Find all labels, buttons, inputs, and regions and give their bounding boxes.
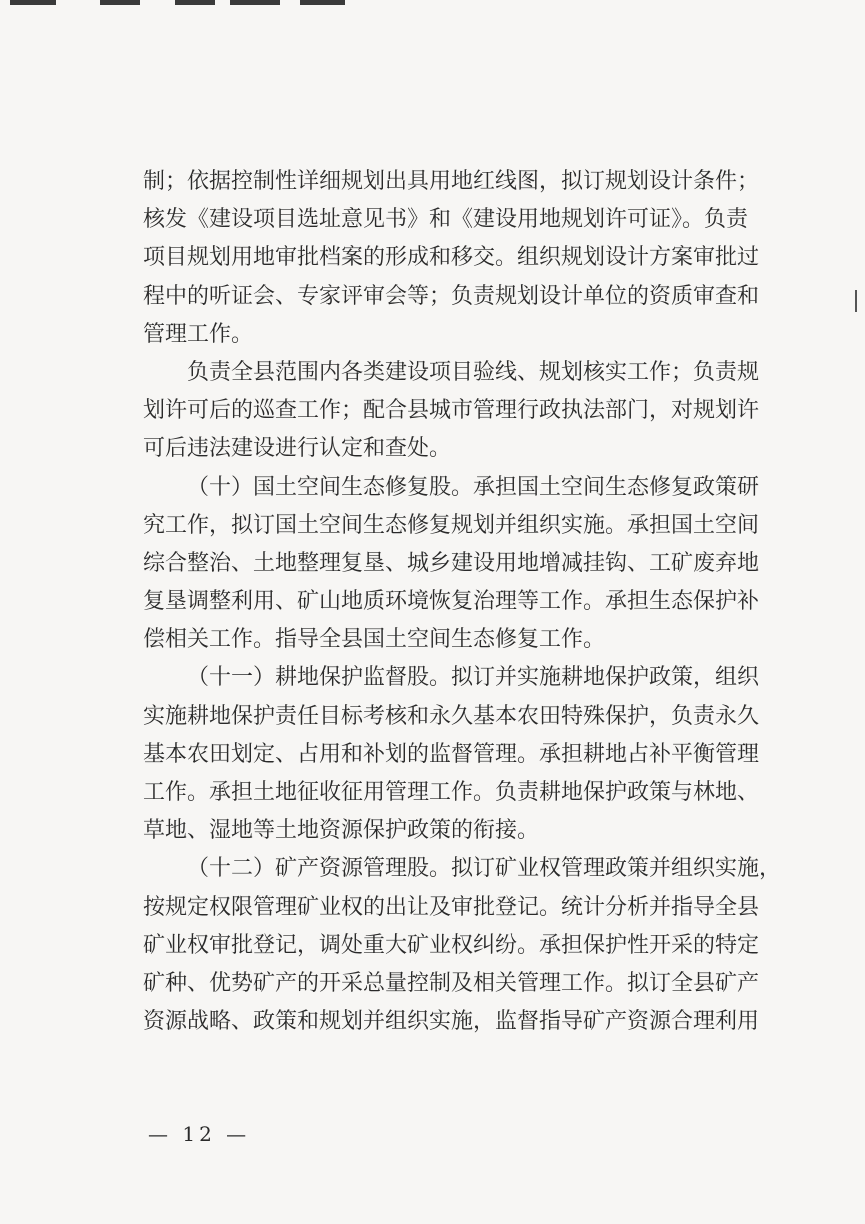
scan-binding-mark [10, 0, 56, 5]
paragraph [143, 163, 760, 354]
text-line: 综合整治、土地整理复垦、城乡建设用地增减挂钩、工矿废弃地 [143, 550, 760, 576]
text-line: 究工作，拟订国土空间生态修复规划并组织实施。承担国土空间 [143, 512, 760, 538]
text-line: 矿业权审批登记，调处重大矿业权纠纷。承担保护性开采的特定 [143, 932, 760, 958]
text-line: 草地、湿地等土地资源保护政策的衔接。 [143, 818, 540, 844]
scan-binding-mark [230, 0, 280, 5]
text-line: 核发《建设项目选址意见书》和《建设用地规划许可证》。负责 [143, 207, 749, 233]
text-line: 划许可后的巡查工作；配合县城市管理行政执法部门，对规划许 [143, 398, 760, 424]
scan-binding-mark [100, 0, 140, 5]
text-line: 项目规划用地审批档案的形成和移交。组织规划设计方案审批过 [143, 245, 760, 271]
text-line: 基本农田划定、占用和补划的监督管理。承担耕地占补平衡管理 [143, 741, 760, 767]
text-line: 工作。承担土地征收征用管理工作。负责耕地保护政策与林地、 [143, 780, 760, 805]
text-line: （十一）耕地保护监督股。拟订并实施耕地保护政策，组织 [187, 665, 760, 691]
page-number: — 12 — [148, 1122, 251, 1146]
text-line: （十）国土空间生态修复股。承担国土空间生态修复政策研 [187, 474, 760, 500]
document-body [143, 163, 782, 1041]
text-line: （十二）矿产资源管理股。拟订矿业权管理政策并组织实施， [187, 856, 782, 882]
scan-binding-mark [175, 0, 215, 5]
text-line: 程中的听证会、专家评审会等；负责规划设计单位的资质审查和 [143, 283, 760, 309]
text-line: 可后违法建设进行认定和查处。 [143, 436, 452, 462]
text-line: 复垦调整利用、矿山地质环境恢复治理等工作。承担生态保护补 [143, 589, 760, 615]
text-line: 制；依据控制性详细规划出具用地红线图，拟订规划设计条件； [143, 169, 760, 194]
text-line: 资源战略、政策和规划并组织实施，监督指导矿产资源合理利用 [143, 1009, 760, 1035]
text-line: 矿种、优势矿产的开采总量控制及相关管理工作。拟订全县矿产 [143, 970, 760, 996]
paragraph [143, 659, 760, 850]
paragraph [143, 850, 782, 1041]
paragraph [143, 354, 760, 469]
text-line: 偿相关工作。指导全县国土空间生态修复工作。 [143, 627, 606, 653]
paragraph [143, 469, 760, 660]
text-line: 管理工作。 [143, 321, 254, 347]
text-line: 按规定权限管理矿业权的出让及审批登记。统计分析并指导全县 [143, 894, 760, 920]
text-line: 负责全县范围内各类建设项目验线、规划核实工作；负责规 [187, 359, 760, 385]
text-line: 实施耕地保护责任目标考核和永久基本农田特殊保护，负责永久 [143, 703, 760, 729]
scan-binding-mark [300, 0, 345, 5]
scan-edge-mark [855, 290, 857, 312]
